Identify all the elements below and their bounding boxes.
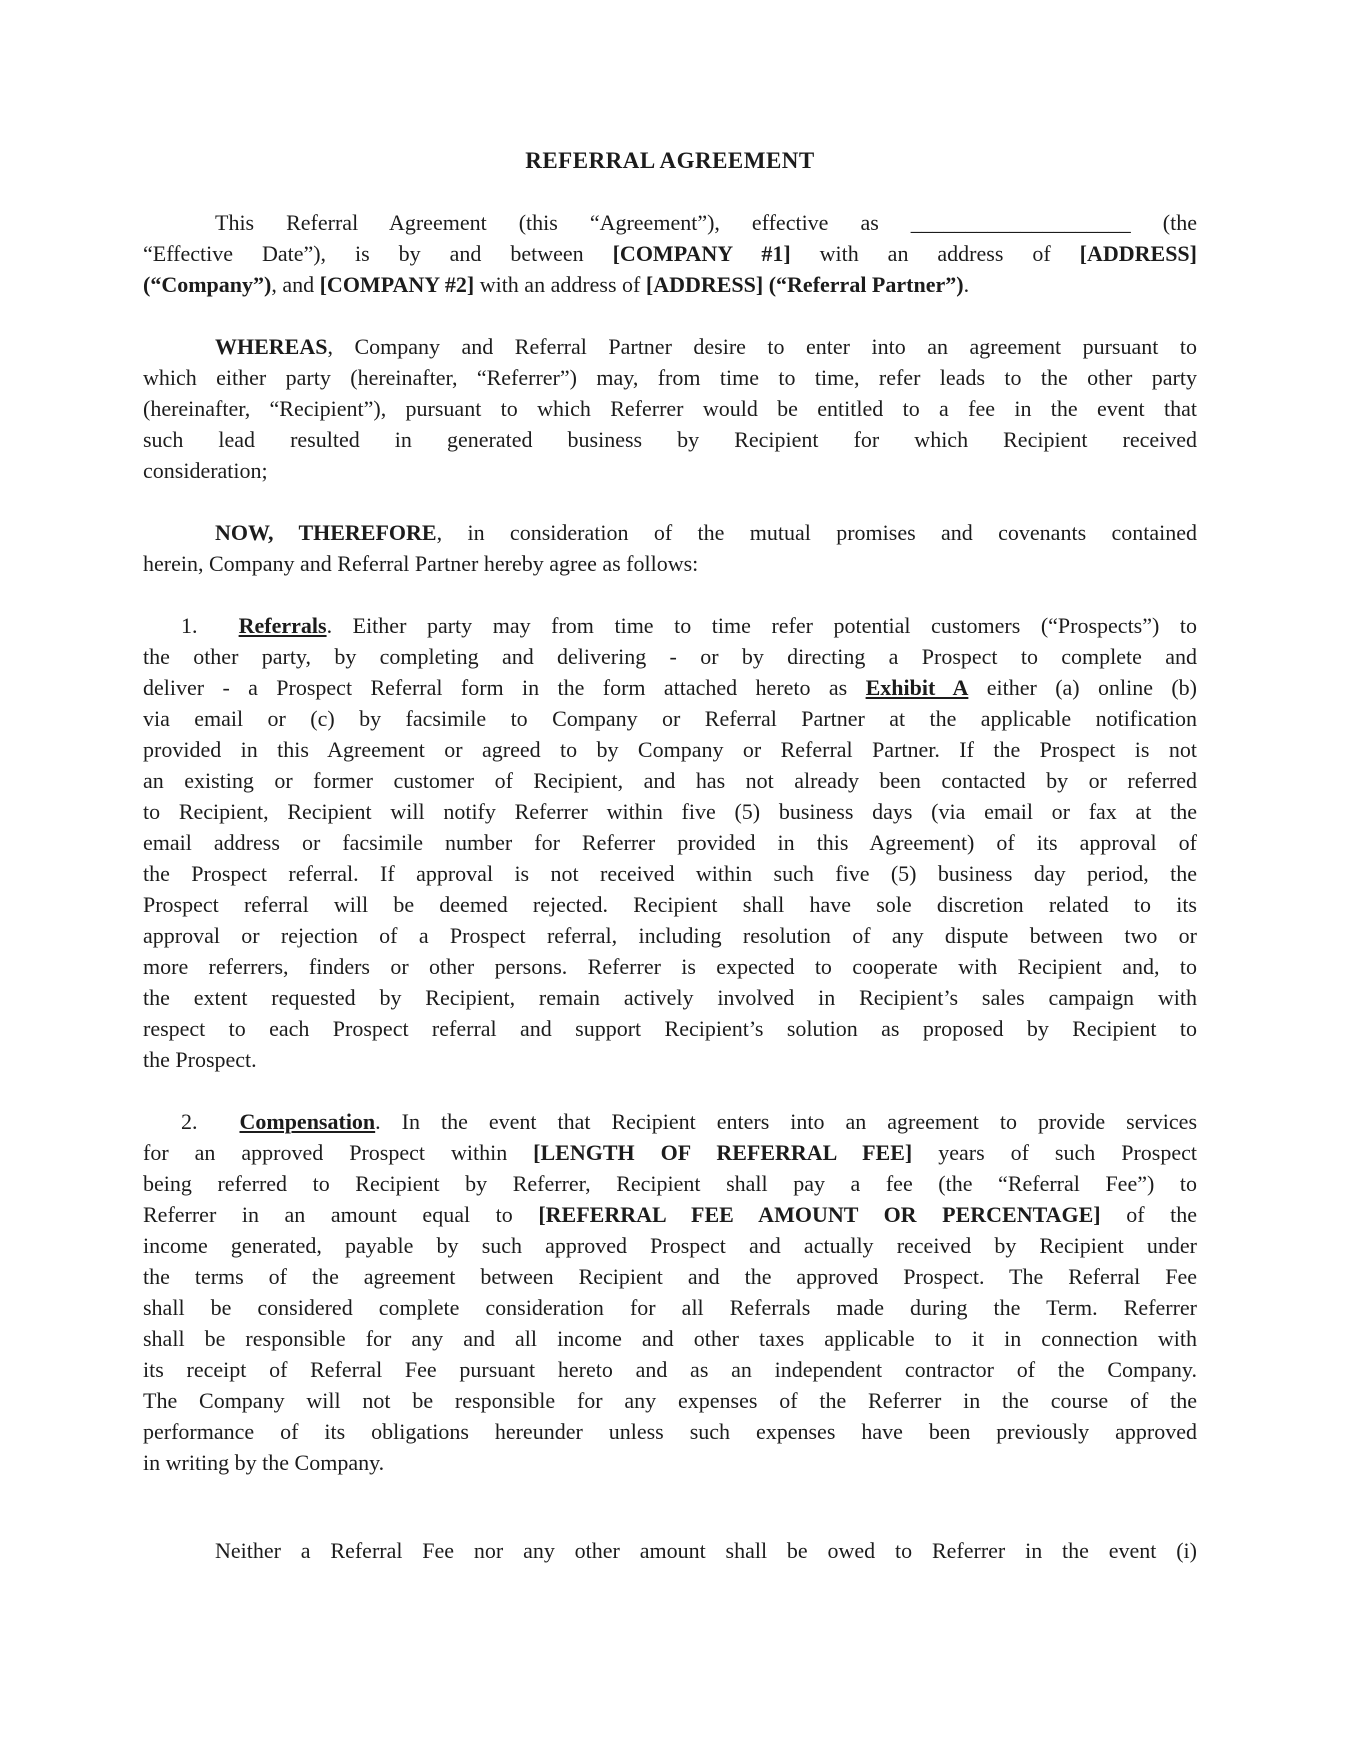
text-line [143,455,1197,486]
text-line [143,1106,1197,1137]
paragraph [143,331,1197,486]
text-run: , Company and Referral Partner desire to enter into an agreement pursuant to [327,334,1197,359]
text-run: email address or facsimile number for Referrer provided in this Agreement) of its approval of [143,830,1197,855]
text-run: which either party (hereinafter, “Referrer”) may, from time to time, refer leads to the other party [143,365,1197,390]
text-run: the other party, by completing and delivering - or by directing a Prospect to complete and [143,644,1197,669]
text-line [143,1199,1197,1230]
text-run: consideration; [143,458,268,483]
text-run: to Recipient, Recipient will notify Referrer within five (5) business days (via email or fax at the [143,799,1197,824]
text-line [143,1292,1197,1323]
text-line [143,548,1197,579]
text-run: the terms of the agreement between Recipient and the approved Prospect. The Referral Fee [143,1264,1197,1289]
text-run: . Either party may from time to time refer potential customers (“Prospects”) to [326,613,1197,638]
text-run: the extent requested by Recipient, remain actively involved in Recipient’s sales campaign with [143,985,1197,1010]
paragraph [143,1106,1197,1478]
text-run: being referred to Recipient by Referrer, Recipient shall pay a fee (the “Referral Fee”) to [143,1171,1197,1196]
text-line [143,1013,1197,1044]
text-line [143,920,1197,951]
text-run: income generated, payable by such approved Prospect and actually received by Recipient under [143,1233,1197,1258]
text-line [143,672,1197,703]
text-line [143,517,1197,548]
text-run: of the [1100,1202,1197,1227]
paragraph [143,1509,1197,1566]
text-line [143,889,1197,920]
text-line [143,796,1197,827]
text-run: ____________________ [910,210,1131,235]
text-line [143,1044,1197,1075]
text-line [143,1230,1197,1261]
text-run: , and [271,272,320,297]
text-run: more referrers, finders or other persons. Referrer is expected to cooperate with Recipient and, to [143,954,1197,979]
text-run: (the [1130,210,1197,235]
text-line [143,610,1197,641]
text-run: [LENGTH OF REFERRAL FEE] [533,1140,913,1165]
text-line [143,424,1197,455]
text-run: Compensation [239,1109,376,1134]
text-run: “Effective Date”), is by and between [143,241,613,266]
document-title: REFERRAL AGREEMENT [525,148,815,173]
text-line [143,1137,1197,1168]
text-line [143,734,1197,765]
text-line [143,827,1197,858]
text-run: years of such Prospect [912,1140,1197,1165]
document-body [143,207,1197,1566]
text-line [143,269,1197,300]
text-run: [ADDRESS] [1079,241,1197,266]
text-run: Neither a Referral Fee nor any other amount shall be owed to Referrer in the event (i) [215,1538,1197,1563]
text-run: , in consideration of the mutual promises and covenants contained [436,520,1198,545]
paragraph [143,517,1197,579]
text-line [143,1323,1197,1354]
text-run: Prospect referral will be deemed rejected. Recipient shall have sole discretion related to its [143,892,1197,917]
text-line [143,1354,1197,1385]
text-line [143,1385,1197,1416]
text-run: the Prospect referral. If approval is not received within such five (5) business day period, the [143,861,1197,886]
text-run: 1. [181,613,239,638]
text-run: such lead resulted in generated business by Recipient for which Recipient received [143,427,1197,452]
text-run: an existing or former customer of Recipient, and has not already been contacted by or referred [143,768,1197,793]
text-run: provided in this Agreement or agreed to by Company or Referral Partner. If the Prospect is not [143,737,1197,762]
text-run: . In the event that Recipient enters into an agreement to provide services [375,1109,1198,1134]
text-line [143,1535,1197,1566]
text-line [143,982,1197,1013]
text-run: its receipt of Referral Fee pursuant hereto and as an independent contractor of the Company. [143,1357,1197,1382]
text-line [143,1416,1197,1447]
text-line [143,858,1197,889]
text-line [143,393,1197,424]
text-line [143,362,1197,393]
text-run: deliver - a Prospect Referral form in the form attached hereto as [143,675,866,700]
text-run: respect to each Prospect referral and support Recipient’s solution as proposed by Recipient to [143,1016,1197,1041]
text-run: with an address of [474,272,646,297]
text-run: shall be considered complete consideration for all Referrals made during the Term. Referrer [143,1295,1197,1320]
text-line [143,951,1197,982]
text-run: Exhibit A [865,675,969,700]
paragraph [143,207,1197,300]
text-run: NOW, THEREFORE [215,520,437,545]
text-run: [COMPANY #1] [612,241,791,266]
text-run: WHEREAS [215,334,328,359]
text-line [143,703,1197,734]
text-line [143,1261,1197,1292]
text-run: via email or (c) by facsimile to Company or Referral Partner at the applicable notification [143,706,1197,731]
text-run: for an approved Prospect within [143,1140,534,1165]
text-run: shall be responsible for any and all income and other taxes applicable to it in connection with [143,1326,1197,1351]
text-line [143,1168,1197,1199]
text-run: The Company will not be responsible for any expenses of the Referrer in the course of the [143,1388,1197,1413]
text-run: with an address of [790,241,1080,266]
text-line [143,1447,1197,1478]
text-line [143,331,1197,362]
text-line [143,238,1197,269]
text-run: approval or rejection of a Prospect referral, including resolution of any dispute between two or [143,923,1197,948]
text-run: . [963,272,970,297]
text-line [143,207,1197,238]
text-line [143,765,1197,796]
text-run: herein, Company and Referral Partner hereby agree as follows: [143,551,699,576]
text-run: [COMPANY #2] [319,272,475,297]
text-run: Referrer in an amount equal to [143,1202,539,1227]
text-run: (“Company”) [143,272,272,297]
text-run: (hereinafter, “Recipient”), pursuant to which Referrer would be entitled to a fee in the event that [143,396,1197,421]
text-run: either (a) online (b) [968,675,1198,700]
text-run: Referrals [238,613,327,638]
paragraph [143,610,1197,1075]
text-run: in writing by the Company. [143,1450,385,1475]
text-run: This Referral Agreement (this “Agreement”), effective as [215,210,911,235]
text-run: [REFERRAL FEE AMOUNT OR PERCENTAGE] [538,1202,1101,1227]
text-run: [ADDRESS] (“Referral Partner”) [645,272,964,297]
text-run: 2. [181,1109,240,1134]
text-run: the Prospect. [143,1047,257,1072]
text-line [143,641,1197,672]
text-run: performance of its obligations hereunder unless such expenses have been previously approved [143,1419,1197,1444]
